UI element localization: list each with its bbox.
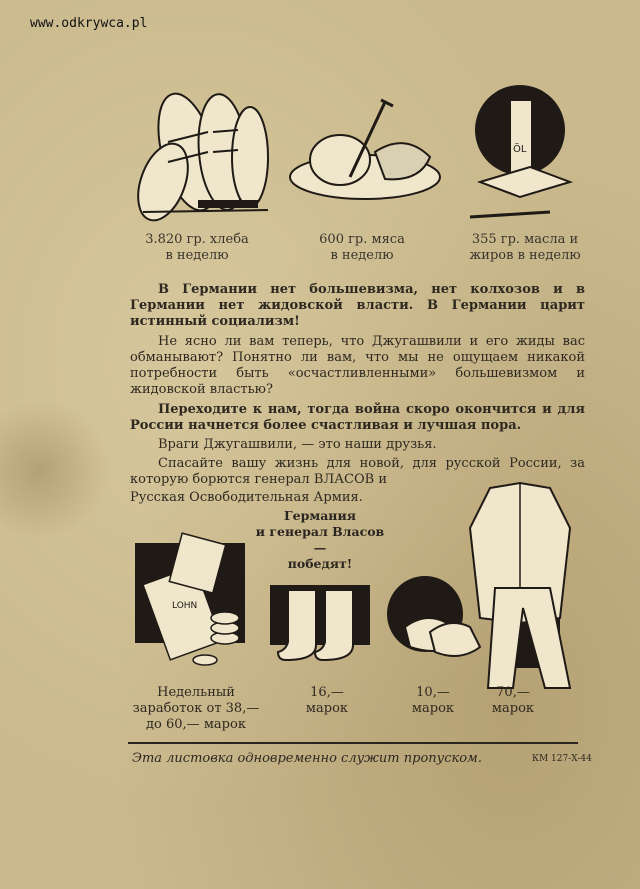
boots-caption: 16,— марок [305,685,349,716]
wages-caption: Недельный заработок от 38,— до 60,— марок [132,685,260,732]
meat-plate-icon [285,92,445,207]
svg-text:LOHN: LOHN [172,601,198,611]
bread-caption: 3.820 гр. хлеба в неделю [145,232,249,263]
paragraph-army: Русская Освободительная Армия. [130,490,363,505]
paragraph-deception: Не ясно ли вам теперь, что Джугашвили и его жиды вас обманывают? Понятно ли вам, что мы не ощущаем никакой потребности быть «осчастливленными» большевизмом и жидовской властью? [130,334,585,397]
divider [128,742,578,744]
meat-caption: 600 гр. мяса в неделю [319,232,405,263]
leaflet-code: КМ 127-X-44 [532,754,592,764]
butter-oil-icon [465,82,580,227]
footer-pass-note: Эта листовка одновременно служит пропуском. [132,751,482,766]
slogan: Германия и генерал Власов — победят! [255,508,385,571]
paragraph-save-life: Спасайте вашу жизнь для новой, для русской России, за которую борются генерал ВЛАСОВ и [130,456,585,487]
butter-caption: 355 гр. масла и жиров в неделю [469,232,581,263]
svg-text:ÖL: ÖL [513,144,527,155]
shoes-caption: 10,— марок [411,685,455,716]
paragraph-friends: Враги Джугашвили, — это наши друзья. [158,437,437,452]
suit-caption: 70,— марок [491,685,535,716]
paragraph-socialism: В Германии нет большевизма, нет колхозов и в Германии нет жидовской власти. В Германии царит истинный социализм! [130,282,585,329]
suit-icon [455,478,585,700]
money-icon [130,528,255,673]
watermark: www.odkrywca.pl [30,16,148,31]
bread-icon [128,82,278,227]
paragraph-come-over: Переходите к нам, тогда война скоро окончится и для России начнется более счастливая и лучшая пора. [130,402,585,433]
boots-icon [270,585,380,675]
